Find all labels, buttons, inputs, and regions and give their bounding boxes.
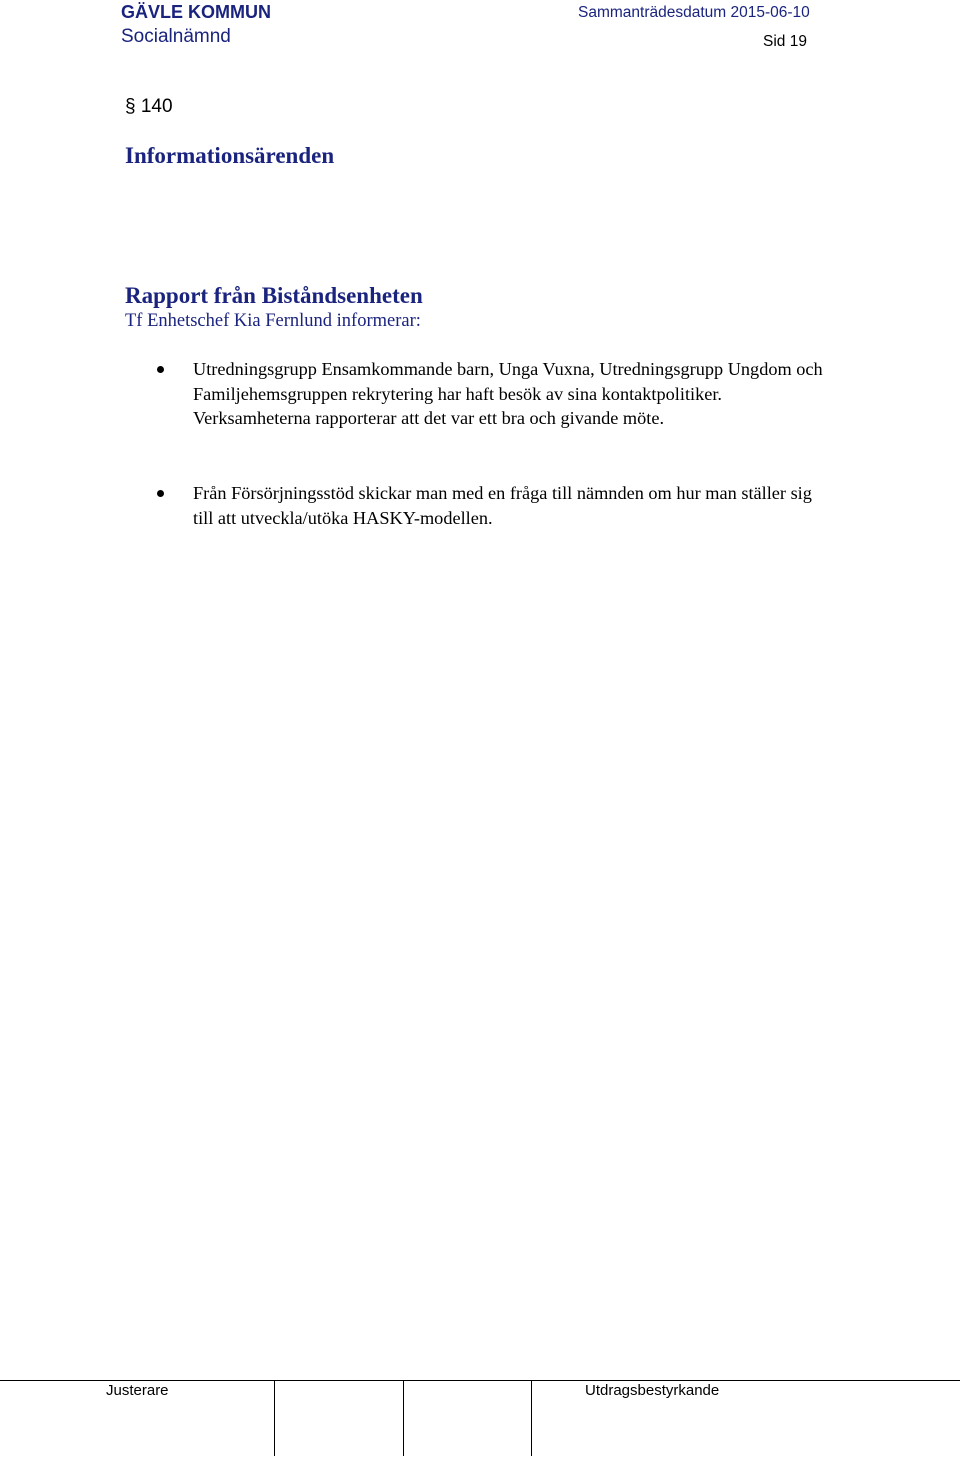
footer-column-divider xyxy=(274,1380,275,1456)
list-item-text: Utredningsgrupp Ensamkommande barn, Unga Vuxna, Utredningsgrupp Ungdom och Familjehemsgruppen rekrytering har haft besök av sina kontaktpolitiker. Verksamheterna rapporterar att det var ett bra och givande möte. xyxy=(193,359,823,429)
page-number: Sid 19 xyxy=(763,33,807,50)
bullet-icon xyxy=(157,490,164,497)
footer-column-divider xyxy=(531,1380,532,1456)
organization-name: GÄVLE KOMMUN xyxy=(121,2,271,22)
footer-justerare-label: Justerare xyxy=(106,1382,169,1399)
section-title: Informationsärenden xyxy=(125,143,335,168)
section-number: § 140 xyxy=(125,96,173,117)
report-heading: Rapport från Biståndsenheten xyxy=(125,283,423,308)
list-item-text: Från Försörjningsstöd skickar man med en fråga till nämnden om hur man ställer sig till att utveckla/utöka HASKY-modellen. xyxy=(193,483,812,528)
department-name: Socialnämnd xyxy=(121,26,231,47)
footer-utdragsbestyrkande-label: Utdragsbestyrkande xyxy=(585,1382,720,1399)
list-item xyxy=(193,481,833,530)
meeting-date: Sammanträdesdatum 2015-06-10 xyxy=(578,4,810,21)
list-item xyxy=(193,357,833,431)
bullet-icon xyxy=(157,366,164,373)
footer-column-divider xyxy=(403,1380,404,1456)
footer-divider xyxy=(0,1380,960,1381)
report-subtitle: Tf Enhetschef Kia Fernlund informerar: xyxy=(125,311,421,331)
